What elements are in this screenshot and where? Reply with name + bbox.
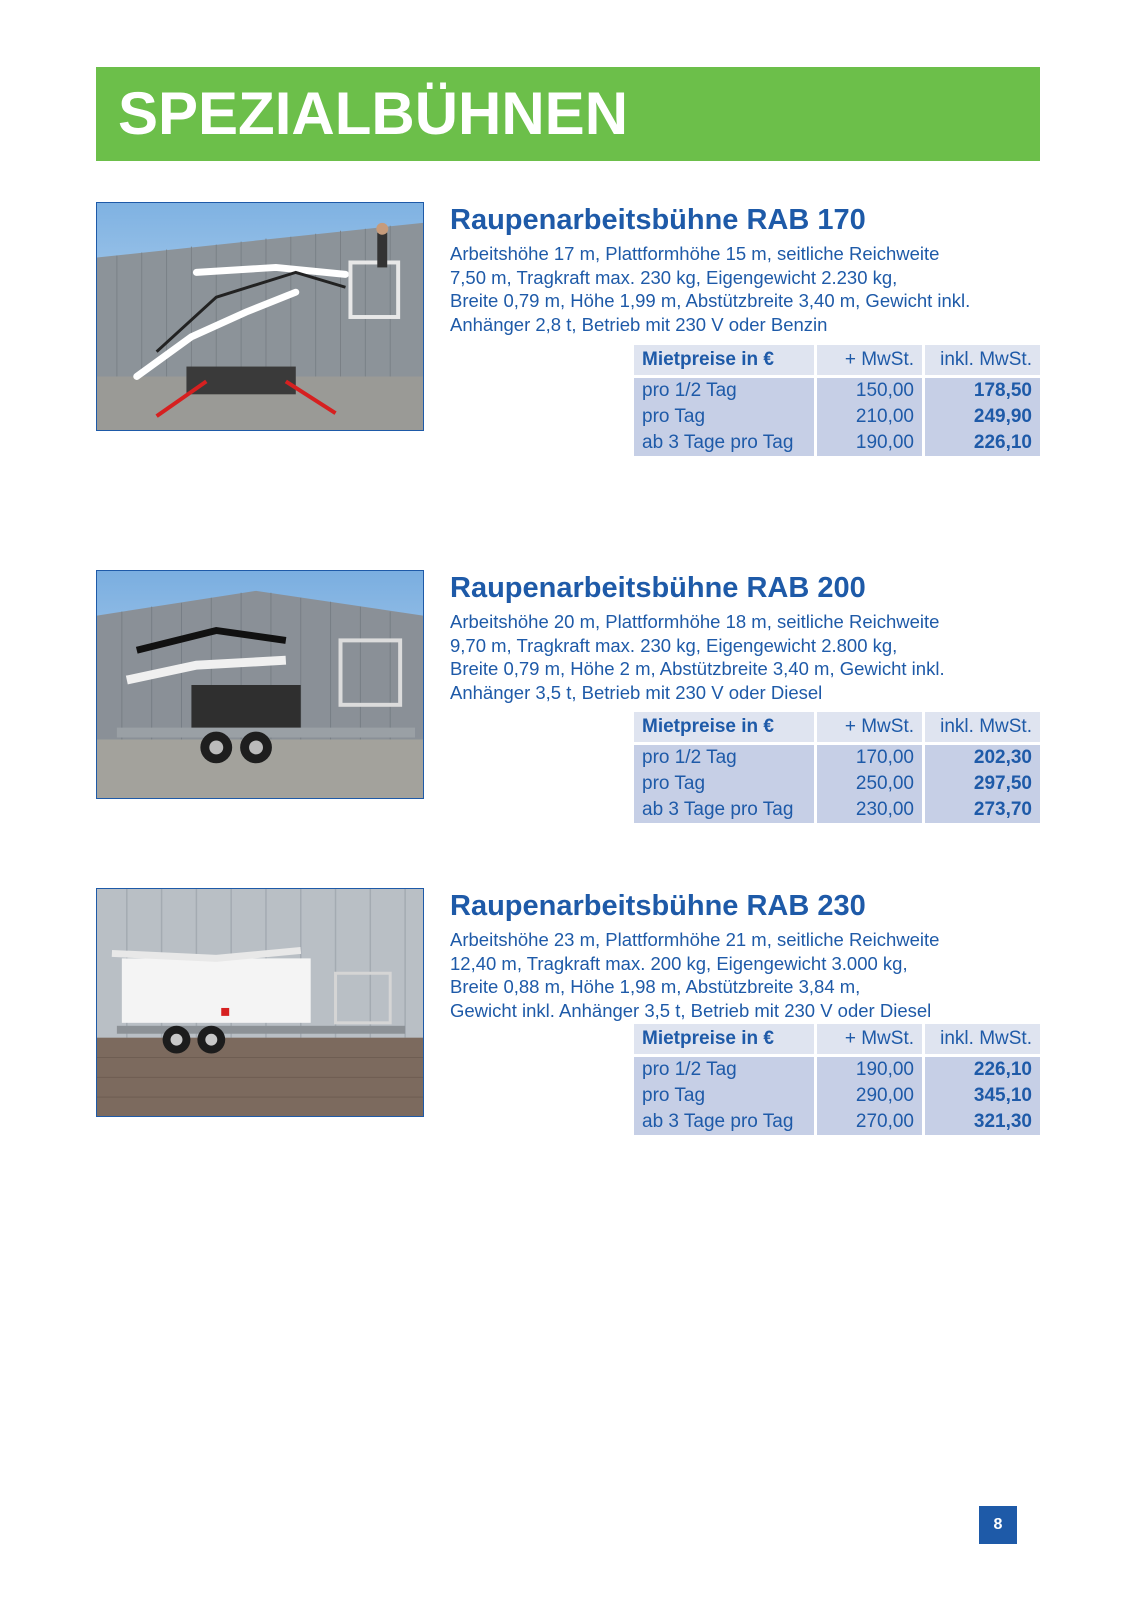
price-table-header-row [634,1024,1040,1057]
description-line: Breite 0,88 m, Höhe 1,98 m, Abstützbreite 3,84 m, [450,976,861,997]
price-table-rab-230 [634,1024,1040,1135]
price-header-net: + MwSt. [814,712,922,745]
price-net: 150,00 [814,378,922,404]
price-header-gross: inkl. MwSt. [922,712,1040,745]
price-net: 190,00 [814,430,922,456]
price-header-gross: inkl. MwSt. [922,345,1040,378]
price-gross: 249,90 [922,404,1040,430]
page-title: SPEZIALBÜHNEN [118,80,629,147]
price-net: 290,00 [814,1083,922,1109]
table-row [634,771,1040,797]
description-line: 7,50 m, Tragkraft max. 230 kg, Eigengewicht 2.230 kg, [450,266,898,288]
price-header-net: + MwSt. [814,345,922,378]
table-row [634,1083,1040,1109]
price-period: ab 3 Tage pro Tag [634,430,814,456]
table-row [634,378,1040,404]
table-row [634,1057,1040,1083]
price-period: pro Tag [634,1083,814,1109]
price-net: 250,00 [814,771,922,797]
price-gross: 226,10 [922,1057,1040,1083]
price-gross: 202,30 [922,745,1040,771]
price-gross: 178,50 [922,378,1040,404]
description-line: Arbeitshöhe 20 m, Plattformhöhe 18 m, seitliche Reichweite [450,611,940,632]
price-net: 190,00 [814,1057,922,1083]
price-header-net: + MwSt. [814,1024,922,1057]
price-gross: 321,30 [922,1109,1040,1135]
product-photo-rab-200 [96,570,424,799]
price-gross: 297,50 [922,771,1040,797]
product-title: Raupenarbeitsbühne RAB 200 [450,572,866,604]
product-photo-rab-170 [96,202,424,431]
description-line: 9,70 m, Tragkraft max. 230 kg, Eigengewicht 2.800 kg, [450,634,898,656]
description-line: Anhänger 2,8 t, Betrieb mit 230 V oder Benzin [450,313,828,335]
price-net: 270,00 [814,1109,922,1135]
price-net: 230,00 [814,797,922,823]
price-net: 170,00 [814,745,922,771]
description-line: Gewicht inkl. Anhänger 3,5 t, Betrieb mit 230 V oder Diesel [450,999,932,1021]
table-row [634,745,1040,771]
price-table-rab-170 [634,345,1040,456]
product-description [450,610,1040,704]
description-line: Breite 0,79 m, Höhe 1,99 m, Abstützbreite 3,40 m, Gewicht inkl. [450,290,971,311]
price-header-label: Mietpreise in € [634,712,814,745]
product-description [450,928,1040,1022]
price-gross: 226,10 [922,430,1040,456]
price-period: ab 3 Tage pro Tag [634,1109,814,1135]
price-period: pro 1/2 Tag [634,745,814,771]
price-net: 210,00 [814,404,922,430]
price-period: pro 1/2 Tag [634,378,814,404]
header-bar [96,67,1040,161]
price-table-header-row [634,345,1040,378]
price-header-label: Mietpreise in € [634,345,814,378]
product-title: Raupenarbeitsbühne RAB 230 [450,890,866,922]
table-row [634,797,1040,823]
product-description [450,242,1040,336]
product-title: Raupenarbeitsbühne RAB 170 [450,204,866,236]
price-header-gross: inkl. MwSt. [922,1024,1040,1057]
description-line: Arbeitshöhe 23 m, Plattformhöhe 21 m, seitliche Reichweite [450,929,940,950]
description-line: Breite 0,79 m, Höhe 2 m, Abstützbreite 3,40 m, Gewicht inkl. [450,658,945,679]
price-gross: 345,10 [922,1083,1040,1109]
price-table-rab-200 [634,712,1040,823]
price-period: pro 1/2 Tag [634,1057,814,1083]
product-photo-rab-230 [96,888,424,1117]
table-row [634,404,1040,430]
price-period: pro Tag [634,404,814,430]
price-period: ab 3 Tage pro Tag [634,797,814,823]
price-table-header-row [634,712,1040,745]
page-number: 8 [979,1506,1017,1544]
price-gross: 273,70 [922,797,1040,823]
price-header-label: Mietpreise in € [634,1024,814,1057]
description-line: Arbeitshöhe 17 m, Plattformhöhe 15 m, seitliche Reichweite [450,243,940,264]
table-row [634,1109,1040,1135]
price-period: pro Tag [634,771,814,797]
table-row [634,430,1040,456]
description-line: Anhänger 3,5 t, Betrieb mit 230 V oder Diesel [450,681,823,703]
description-line: 12,40 m, Tragkraft max. 200 kg, Eigengewicht 3.000 kg, [450,952,908,974]
